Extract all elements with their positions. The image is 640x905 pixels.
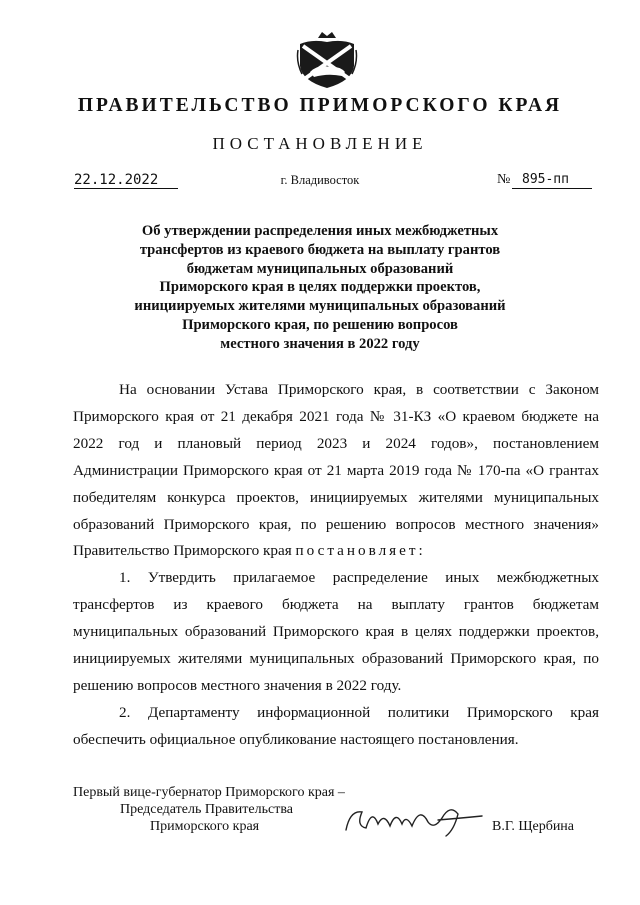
document-date: 22.12.2022: [74, 172, 178, 189]
signatory-position-line1: Первый вице-губернатор Приморского края –: [73, 785, 345, 800]
item-2-paragraph: 2. Департаменту информационной политики Приморского края обеспечить официальное опубликование настоящего постановления.: [73, 703, 599, 748]
document-subject: [100, 222, 540, 354]
subject-line: бюджетам муниципальных образований: [186, 260, 454, 277]
subject-line: Приморского края, по решению вопросов: [182, 316, 458, 333]
subject-line: трансфертов из краевого бюджета на выплату грантов: [139, 241, 501, 258]
preamble-paragraph: [73, 377, 599, 565]
document-number: 895-пп: [512, 172, 592, 189]
signatory-position-line2: Председатель Правительства: [120, 802, 293, 817]
subject-line: Об утверждении распределения иных межбюджетных: [141, 223, 499, 239]
signatory-name: В.Г. Щербина: [492, 819, 575, 834]
coat-of-arms-emblem: [296, 28, 358, 90]
subject-line: инициируемых жителями муниципальных образований: [134, 298, 506, 315]
document-body: [73, 377, 599, 754]
subject-line: Приморского края в целях поддержки проектов,: [159, 279, 481, 296]
handwritten-signature: [342, 800, 492, 840]
number-label: №: [497, 172, 511, 187]
preamble-text: На основании Устава Приморского края, в соответствии с Законом Приморского края от 21 декабря 2021 года № 31-КЗ «О краевом бюджете на 2022 год и плановый период 2023 и 2024 годов», постановлением Администрации Приморского края от 21 марта 2019 года № 170-па «О грантах победителям конкурса проектов, инициируемых жителями муниципальных образований Приморского края, по решению вопросов местного значения» Правительство Приморского края: [73, 381, 599, 560]
signatory-position-line3: Приморского края: [150, 819, 260, 834]
government-title: ПРАВИТЕЛЬСТВО ПРИМОРСКОГО КРАЯ: [77, 95, 563, 116]
resolves-word: постановляет:: [295, 542, 426, 560]
document-type: ПОСТАНОВЛЕНИЕ: [212, 134, 428, 153]
subject-line: местного значения в 2022 году: [220, 335, 420, 352]
item-1-paragraph: 1. Утвердить прилагаемое распределение иных межбюджетных трансфертов из краевого бюджета на выплату грантов бюджетам муниципальных образований Приморского края в целях поддержки проектов, инициируемых жителями муниципальных образований Приморского края, по решению вопросов местного значения в 2022 году.: [73, 569, 599, 694]
document-city: г. Владивосток: [280, 173, 360, 187]
